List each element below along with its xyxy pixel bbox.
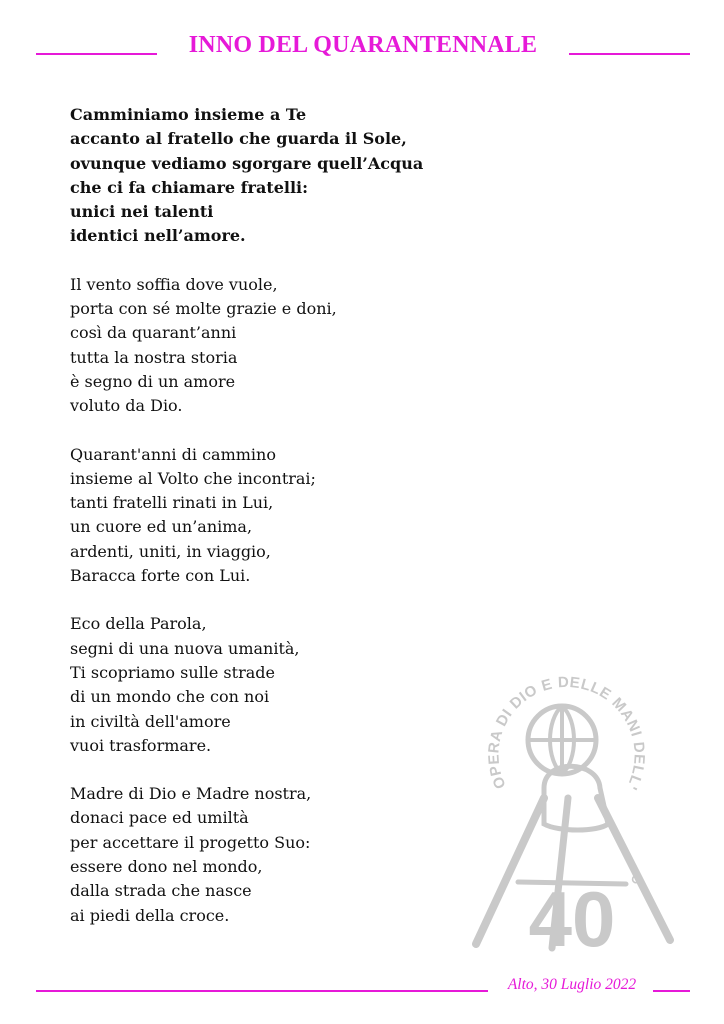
poem-line: segni di una nuova umanità, <box>70 638 300 658</box>
stanza-1 <box>70 103 450 249</box>
poem-line: è segno di un amore <box>70 371 236 391</box>
poem-line: tutta la nostra storia <box>70 347 238 367</box>
stanza-2 <box>70 273 450 419</box>
poem-line: porta con sé molte grazie e doni, <box>70 299 337 319</box>
poem-line: in civiltà dell'amore <box>70 711 231 731</box>
poem-line: ai piedi della croce. <box>70 905 230 925</box>
poem-line: Eco della Parola, <box>70 614 207 634</box>
poem-line: che ci fa chiamare fratelli: <box>70 177 309 197</box>
poem-line: ardenti, uniti, in viaggio, <box>70 541 271 561</box>
logo-degree-mark: ° <box>630 870 642 903</box>
poem-line: unici nei talenti <box>70 202 214 222</box>
poem-line: così da quarant’anni <box>70 323 237 343</box>
poem-line: di un mondo che con noi <box>70 687 270 707</box>
poem-line: vuoi trasformare. <box>70 735 212 755</box>
footer-rule-left <box>36 990 488 992</box>
poem-line: identici nell’amore. <box>70 226 246 246</box>
poem-line: Ti scopriamo sulle strade <box>70 662 275 682</box>
opera-anniversary-logo-icon <box>448 648 680 958</box>
poem-line: Quarant'anni di cammino <box>70 444 276 464</box>
poem-line: insieme al Volto che incontrai; <box>70 468 316 488</box>
poem-line: dalla strada che nasce <box>70 881 252 901</box>
stanza-5 <box>70 782 450 928</box>
poem-line: Camminiamo insieme a Te <box>70 105 307 124</box>
poem-line: tanti fratelli rinati in Lui, <box>70 493 274 513</box>
poem-body <box>70 103 450 952</box>
footer-date: Alto, 30 Luglio 2022 <box>507 976 637 993</box>
poem-line: voluto da Dio. <box>70 396 183 416</box>
poem-line: Madre di Dio e Madre nostra, <box>70 784 312 804</box>
poem-line: Baracca forte con Lui. <box>70 566 251 586</box>
poem-line: un cuore ed un’anima, <box>70 517 253 537</box>
stanza-3 <box>70 443 450 589</box>
page-title: INNO DEL QUARANTENNALE <box>188 32 538 58</box>
poem-line: Il vento soffia dove vuole, <box>70 274 278 294</box>
logo-arc-text: OPERA DI DIO E DELLE MANI DELL' <box>485 673 648 793</box>
poem-line: ovunque vediamo sgorgare quell’Acqua <box>70 153 424 173</box>
poem-line: accanto al fratello che guarda il Sole, <box>70 129 407 149</box>
stanza-4 <box>70 612 450 758</box>
page-header <box>0 30 724 66</box>
header-rule-right <box>569 53 690 55</box>
logo-anniversary-number: 40 <box>528 875 616 958</box>
poem-line: donaci pace ed umiltà <box>70 808 249 828</box>
poem-line: essere dono nel mondo, <box>70 857 263 877</box>
page-footer <box>0 976 724 1002</box>
header-rule-left <box>36 53 157 55</box>
footer-rule-right <box>653 990 690 992</box>
poem-line: per accettare il progetto Suo: <box>70 832 311 852</box>
